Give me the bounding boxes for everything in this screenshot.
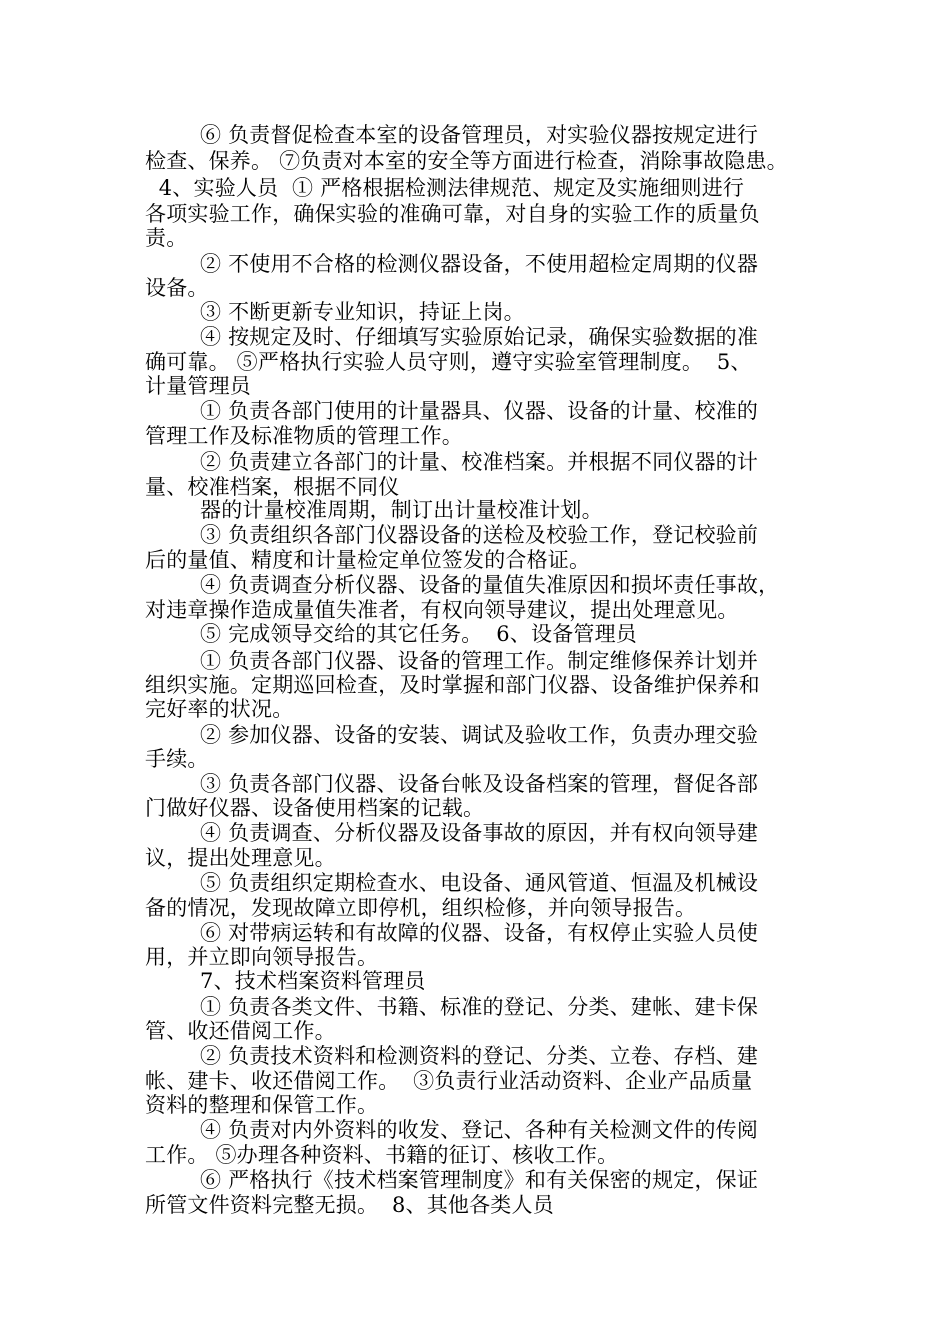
text-line: 4、实验人员 ① 严格根据检测法律规范、规定及实施细则进行 <box>145 176 745 200</box>
text-line: 责。 <box>145 226 188 250</box>
text-line: ④ 按规定及时、仔细填写实验原始记录，确保实验数据的准 <box>145 325 759 349</box>
text-line: 管、收还借阅工作。 <box>145 1019 336 1043</box>
text-line: ⑤ 负责组织定期检查水、电设备、通风管道、恒温及机械设 <box>145 871 759 895</box>
text-line: 备的情况，发现故障立即停机，组织检修，并向领导报告。 <box>145 896 697 920</box>
text-line: 检查、保养。 ⑦负责对本室的安全等方面进行检查，消除事故隐患。 <box>145 149 788 173</box>
text-line: 手续。 <box>145 747 209 771</box>
text-line: ③ 负责组织各部门仪器设备的送检及校验工作，登记校验前 <box>145 523 759 547</box>
text-line: ④ 负责对内外资料的收发、登记、各种有关检测文件的传阅 <box>145 1118 759 1142</box>
text-line: 议，提出处理意见。 <box>145 846 336 870</box>
text-line: 计量管理员 <box>145 374 251 398</box>
text-line: ② 负责技术资料和检测资料的登记、分类、立卷、存档、建 <box>145 1044 759 1068</box>
text-line: 确可靠。 ⑤严格执行实验人员守则，遵守实验室管理制度。 5、 <box>145 350 752 374</box>
text-line: ③ 不断更新专业知识，持证上岗。 <box>145 300 525 324</box>
text-line: 资料的整理和保管工作。 <box>145 1093 379 1117</box>
text-line: ⑥ 对带病运转和有故障的仪器、设备，有权停止实验人员使 <box>145 921 759 945</box>
text-line: ④ 负责调查分析仪器、设备的量值失准原因和损坏责任事故， <box>145 573 780 597</box>
text-line: 所管文件资料完整无损。 8、其他各类人员 <box>145 1193 554 1217</box>
text-line: ⑥ 严格执行《技术档案管理制度》和有关保密的规定，保证 <box>145 1168 759 1192</box>
text-line: ③ 负责各部门仪器、设备台帐及设备档案的管理，督促各部 <box>145 772 759 796</box>
text-line: 设备。 <box>145 276 209 300</box>
text-line: ⑤ 完成领导交给的其它任务。 6、设备管理员 <box>145 622 637 646</box>
text-line: 管理工作及标准物质的管理工作。 <box>145 424 463 448</box>
text-line: 7、技术档案资料管理员 <box>145 969 426 993</box>
text-line: 完好率的状况。 <box>145 697 294 721</box>
text-line: ⑥ 负责督促检查本室的设备管理员，对实验仪器按规定进行 <box>145 123 759 147</box>
text-line: ④ 负责调查、分析仪器及设备事故的原因，并有权向领导建 <box>145 821 759 845</box>
text-line: 组织实施。定期巡回检查，及时掌握和部门仪器、设备维护保养和 <box>145 673 760 697</box>
text-line: 各项实验工作，确保实验的准确可靠，对自身的实验工作的质量负 <box>145 202 760 226</box>
text-line: 器的计量校准周期，制订出计量校准计划。 <box>145 498 603 522</box>
text-line: ② 参加仪器、设备的安装、调试及验收工作，负责办理交验 <box>145 723 759 747</box>
text-line: ① 负责各部门仪器、设备的管理工作。制定维修保养计划并 <box>145 649 759 673</box>
text-line: 门做好仪器、设备使用档案的记载。 <box>145 796 485 820</box>
text-line: ② 不使用不合格的检测仪器设备，不使用超检定周期的仪器 <box>145 252 759 276</box>
text-line: 用，并立即向领导报告。 <box>145 945 379 969</box>
text-line: 工作。 ⑤办理各种资料、书籍的征订、核收工作。 <box>145 1143 619 1167</box>
text-line: 对违章操作造成量值失准者，有权向领导建议，提出处理意见。 <box>145 598 739 622</box>
text-line: 帐、建卡、收还借阅工作。 ③负责行业活动资料、企业产品质量 <box>145 1069 753 1093</box>
text-line: ① 负责各部门使用的计量器具、仪器、设备的计量、校准的 <box>145 399 759 423</box>
text-line: ② 负责建立各部门的计量、校准档案。并根据不同仪器的计 <box>145 450 759 474</box>
text-line: 量、校准档案，根据不同仪 <box>145 475 400 499</box>
text-line: 后的量值、精度和计量检定单位签发的合格证。 <box>145 548 591 572</box>
text-line: ① 负责各类文件、书籍、标准的登记、分类、建帐、建卡保 <box>145 995 759 1019</box>
